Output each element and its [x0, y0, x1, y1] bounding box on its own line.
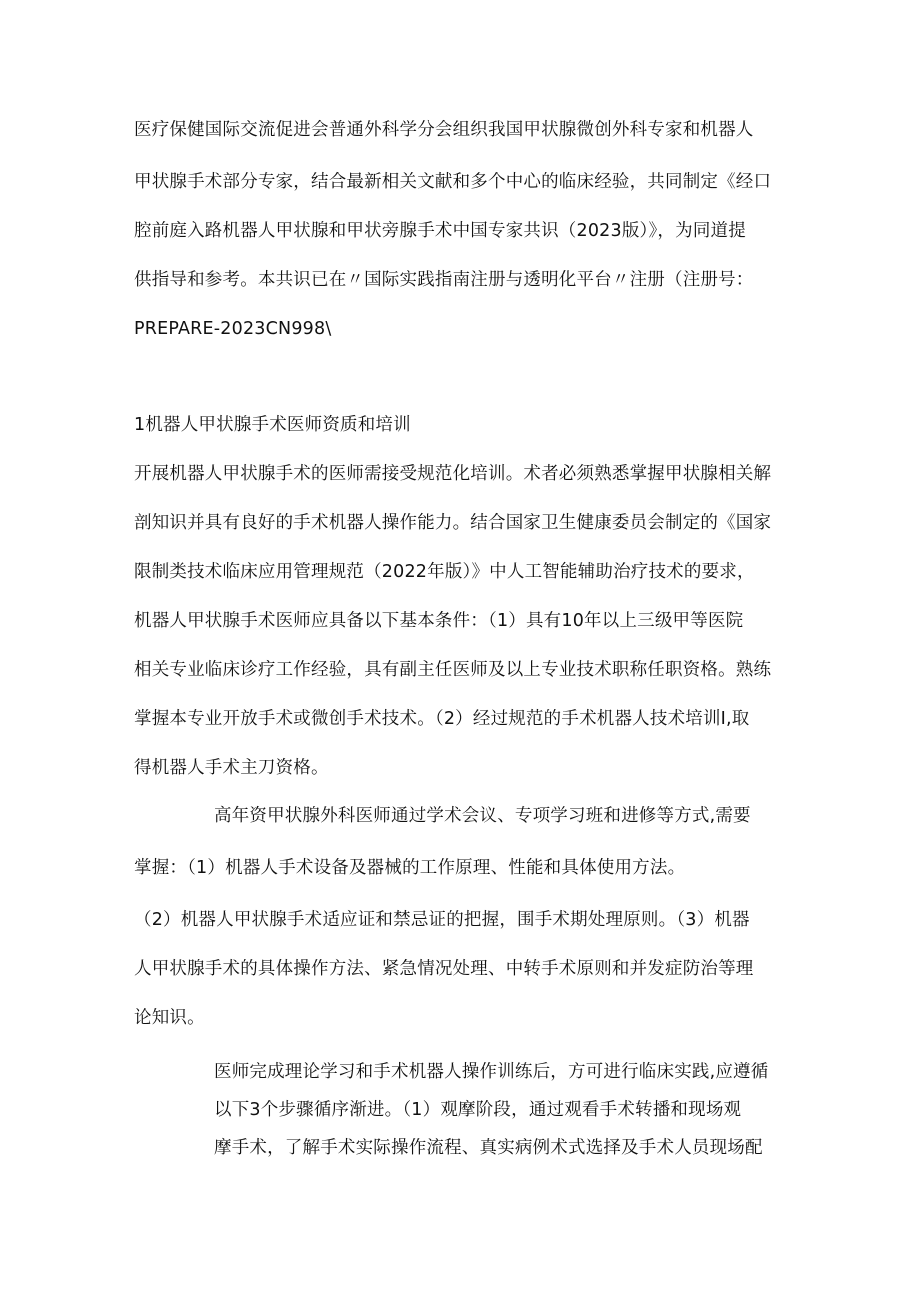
- paragraph-line: 掌握：（1）机器人手术设备及器械的工作原理、性能和具体使用方法。: [134, 858, 686, 878]
- intro-line: PREPARE-2023CN998\: [134, 319, 332, 339]
- paragraph-line: 相关专业临床诊疗工作经验，具有副主任医师及以上专业技术职称任职资格。熟练: [134, 660, 772, 680]
- paragraph-line: 开展机器人甲状腺手术的医师需接受规范化培训。术者必须熟悉掌握甲状腺相关解: [134, 464, 772, 484]
- paragraph-line: 得机器人手术主刀资格。: [134, 758, 329, 778]
- section-heading: 1机器人甲状腺手术医师资质和培训: [134, 415, 411, 435]
- paragraph-line: （2）机器人甲状腺手术适应证和禁忌证的把握，围手术期处理原则。（3）机器: [134, 910, 750, 930]
- intro-line: 甲状腺手术部分专家，结合最新相关文献和多个中心的临床经验，共同制定《经口: [134, 172, 772, 192]
- paragraph-line: 医师完成理论学习和手术机器人操作训练后，方可进行临床实践,应遵循: [214, 1062, 769, 1082]
- paragraph-line: 论知识。: [134, 1008, 205, 1028]
- paragraph-line: 摩手术，了解手术实际操作流程、真实病例术式选择及手术人员现场配: [214, 1138, 763, 1158]
- intro-line: 供指导和参考。本共识已在〃国际实践指南注册与透明化平台〃注册（注册号：: [134, 270, 754, 290]
- paragraph-line: 机器人甲状腺手术医师应具备以下基本条件：（1）具有10年以上三级甲等医院: [134, 611, 744, 631]
- paragraph-line: 掌握本专业开放手术或微创手术技术。（2）经过规范的手术机器人技术培训I,取: [134, 709, 750, 729]
- paragraph-line: 剖知识并具有良好的手术机器人操作能力。结合国家卫生健康委员会制定的《国家: [134, 513, 772, 533]
- paragraph-line: 限制类技术临床应用管理规范（2022年版）》中人工智能辅助治疗技术的要求，: [134, 562, 755, 582]
- paragraph-line: 人甲状腺手术的具体操作方法、紧急情况处理、中转手术原则和并发症防治等理: [134, 959, 754, 979]
- intro-line: 腔前庭入路机器人甲状腺和甲状旁腺手术中国专家共识（2023版）》，为同道提: [134, 221, 746, 241]
- intro-line: 医疗保健国际交流促进会普通外科学分会组织我国甲状腺微创外科专家和机器人: [134, 120, 754, 140]
- paragraph-line: 高年资甲状腺外科医师通过学术会议、专项学习班和进修等方式,需要: [214, 806, 751, 826]
- paragraph-line: 以下3个步骤循序渐进。（1）观摩阶段，通过观看手术转播和现场观: [214, 1100, 742, 1120]
